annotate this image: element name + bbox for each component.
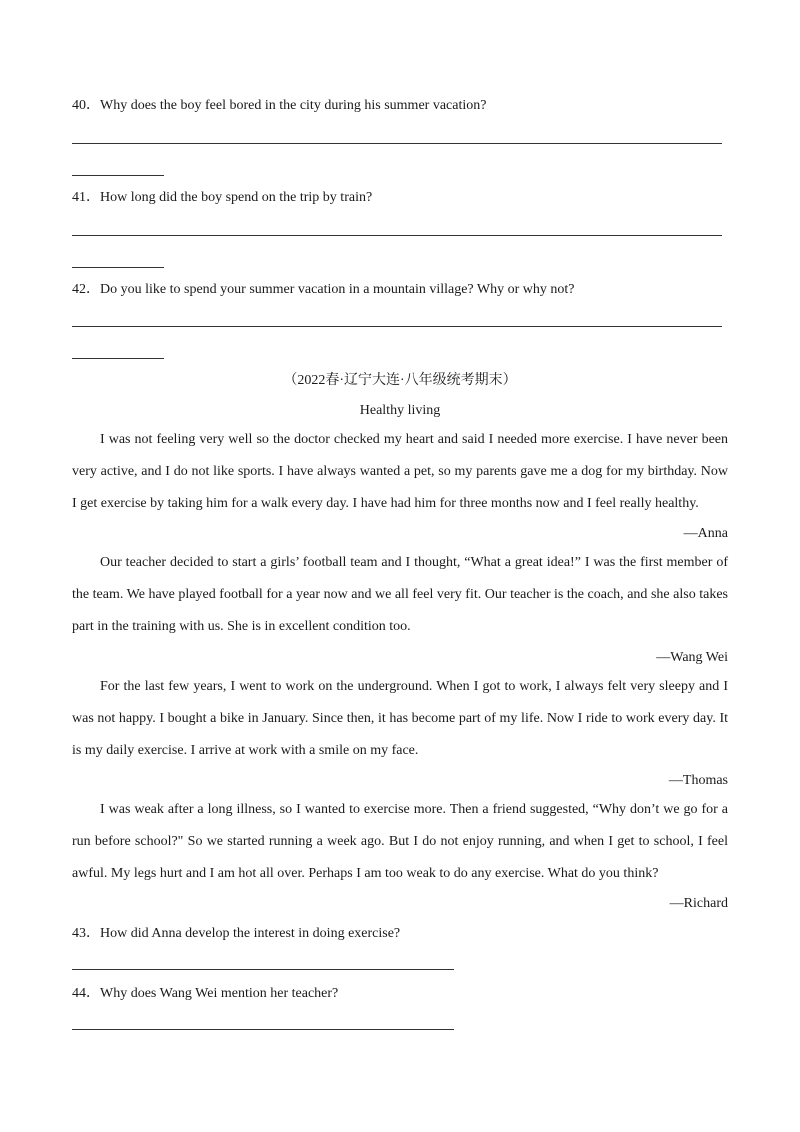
answer-line[interactable] [72,267,164,268]
question-text: How long did the boy spend on the trip by train? [100,190,373,205]
question-text: Why does Wang Wei mention her teacher? [100,986,339,1001]
question-41 [72,189,372,207]
author-signature: —Anna [683,526,728,541]
answer-line[interactable] [72,969,454,970]
question-number: 40． [72,98,100,113]
question-42 [72,281,574,299]
answer-line[interactable] [72,1029,454,1030]
paragraph-thomas: For the last few years, I went to work on the underground. When I got to work, I always felt very sleepy and I was not happy. I bought a bike in January. Since then, it has become part of my life. Now I ride to work every day. It is my daily exercise. I arrive at work with a smile on my face. [72,679,728,758]
passage-title: Healthy living [359,403,441,418]
question-44 [72,985,338,1003]
answer-line[interactable] [72,235,722,236]
question-text: Why does the boy feel bored in the city during his summer vacation? [100,98,487,113]
answer-line[interactable] [72,358,164,359]
passage-source: （2022春·辽宁大连·八年级统考期末） [283,373,517,388]
question-40 [72,97,486,115]
answer-line[interactable] [72,326,722,327]
question-number: 43． [72,926,100,941]
author-signature: —Richard [669,896,728,911]
paragraph-anna: I was not feeling very well so the doctor checked my heart and said I needed more exercise. I have never been very active, and I do not like sports. I have always wanted a pet, so my parents gave me a dog for my birthday. Now I get exercise by taking him for a walk every day. I have had him for three months now and I feel really healthy. [72,432,728,511]
question-43 [72,925,400,943]
question-text: Do you like to spend your summer vacation in a mountain village? Why or why not? [100,282,575,297]
paragraph-richard: I was weak after a long illness, so I wanted to exercise more. Then a friend suggested, “Why don’t we go for a run before school?" So we started running a week ago. But I do not enjoy running, and when I get to school, I feel awful. My legs hurt and I am hot all over. Perhaps I am too weak to do any exercise. What do you think? [72,802,728,881]
question-number: 44． [72,986,100,1001]
answer-line[interactable] [72,175,164,176]
paragraph-wang-wei: Our teacher decided to start a girls’ football team and I thought, “What a great idea!” I was the first member of the team. We have played football for a year now and we all feel very fit. Our teacher is the coach, and she also takes part in the training with us. She is in excellent condition too. [72,555,728,634]
question-number: 41． [72,190,100,205]
author-signature: —Thomas [668,773,728,788]
question-text: How did Anna develop the interest in doing exercise? [100,926,401,941]
question-number: 42． [72,282,100,297]
author-signature: —Wang Wei [656,650,728,665]
answer-line[interactable] [72,143,722,144]
